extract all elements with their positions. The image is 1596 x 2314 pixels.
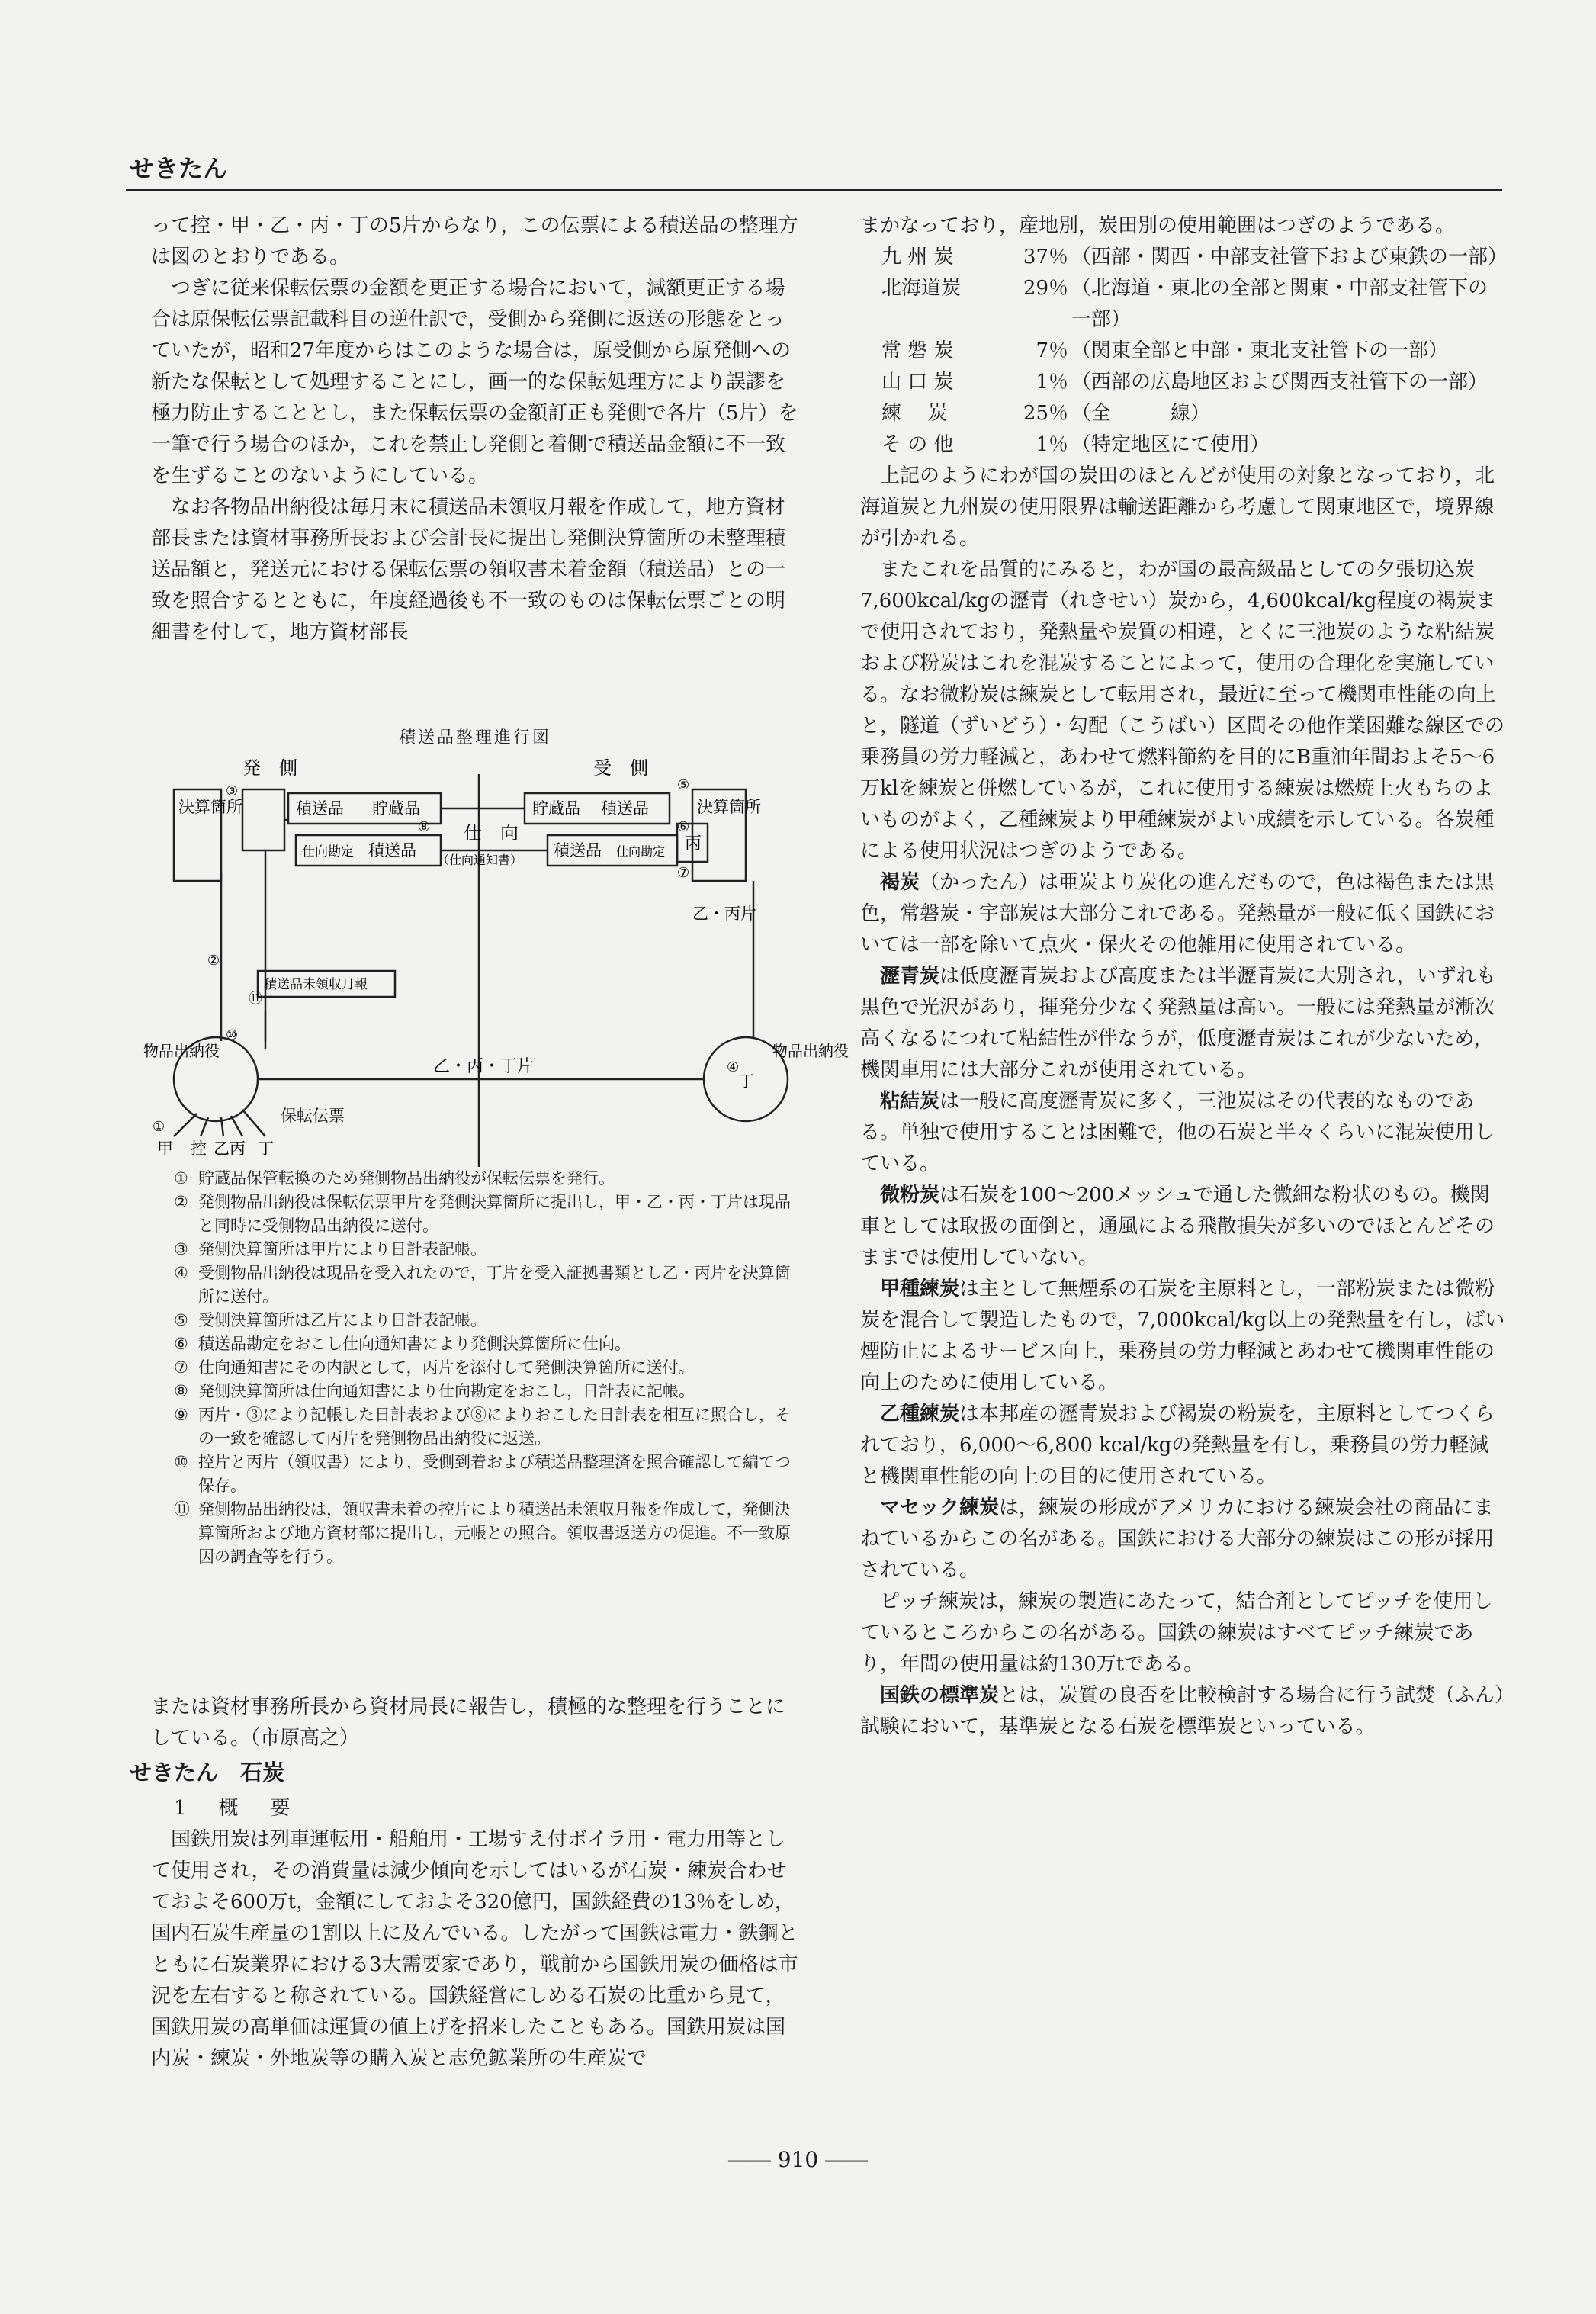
term-bifun: 微粉炭 — [880, 1184, 940, 1207]
right-column — [860, 211, 1507, 1743]
note-item: ⑩ 控片と丙片（領収書）により，受側到着および積送品整理済を照合確認して編てつ保存。 — [174, 1453, 791, 1495]
hatsu-label: 発 側 — [242, 757, 297, 779]
tei-label: 丁 — [258, 1139, 274, 1158]
running-header: せきたん — [130, 154, 228, 183]
section-paragraph-1: 国鉄用炭は列車運転用・船舶用・工場すえ付ボイラ用・電力用等として使用され，その消費量は減少傾向を示してはいるが石炭・練炭合わせておよそ600万t，金額にしておよそ320億円，国鉄経費の13％をしめ，国内石炭生産量の1割以上に及んでいる。したがって国鉄は電力・鉄鋼とともに石炭業界における3大需要家であり，戦前から国鉄用炭の価格は市況を左右すると称されている。国鉄経営にしめる石炭の比重から見て，国鉄用炭の高単価は運賃の値上げを招来したこともある。国鉄用炭は国内炭・練炭・外地炭等の購入炭と志免鉱業所の生産炭で — [151, 1828, 798, 2070]
kou-label: 甲 — [157, 1139, 173, 1158]
header-rule — [126, 189, 1502, 191]
note-item: ② 発側物品出納役は保転伝票甲片を発側決算箇所に提出し，甲・乙・丙・丁片は現品と同時に受側物品出納役に送付。 — [174, 1193, 791, 1235]
table-row: 練 炭 25％ （全 線） — [881, 402, 1211, 425]
right-paragraph-0: まかなっており，産地別，炭田別の使用範囲はつぎのようである。 — [860, 214, 1456, 237]
num-5: ⑤ — [677, 777, 690, 793]
kattan-paragraph: 褐炭（かったん）は亜炭より炭化の進んだもので，色は褐色または黒色，常磐炭・宇部炭は大部分これである。発熱量が一般に低く国鉄においては一部を除いて点火・保火その他雑用に使用されている。 — [860, 871, 1495, 956]
masekku-paragraph: マセック練炭は，練炭の形成がアメリカにおける練炭会社の商品にまねているからこの名がある。国鉄における大部分の練炭はこの形が採用されている。 — [860, 1496, 1495, 1582]
page-number: ―― 910 ―― — [727, 2147, 869, 2172]
note-item: ⑥ 積送品勘定をおこし仕向通知書により発側決算箇所に仕向。 — [174, 1335, 631, 1353]
flow-diagram — [143, 751, 849, 1163]
left-column-bottom — [151, 1692, 799, 1754]
section-subtitle: 1 概 要 — [174, 1797, 297, 1820]
note-item: ⑤ 受側決算箇所は乙片により日計表記帳。 — [174, 1311, 487, 1329]
otsu-hei-tei-label: 乙・丙・丁片 — [433, 1057, 535, 1076]
pitch-paragraph: ピッチ練炭は，練炭の製造にあたって，結合剤としてピッチを使用しているところからこの名がある。国鉄の練炭はすべてピッチ練炭であり，年間の使用量は約130万tである。 — [860, 1590, 1493, 1676]
butsupin-label-left: 物品出納役 — [143, 1042, 220, 1060]
table-row: そ の 他 1％ （特定地区にて使用） — [881, 433, 1270, 456]
section-body — [151, 1824, 799, 2075]
right-paragraph-1: 上記のようにわが国の炭田のほとんどが使用の対象となっており，北海道炭と九州炭の使用限界は輸送距離から考慮して関東地区で，境界線が引かれる。 — [860, 464, 1495, 550]
bifun-paragraph: 微粉炭は石炭を100～200メッシュで通した微細な粉状のもの。機関車としては取扱の面倒と，通風による飛散損失が多いのでほとんどそのままでは使用していない。 — [860, 1184, 1495, 1269]
uke-label: 受 側 — [593, 757, 648, 779]
table-row: 山 口 炭 1％ （西部の広島地区および関西支社管下の一部） — [881, 371, 1488, 394]
geppo-label: 積送品未領収月報 — [264, 977, 368, 992]
note-item: ⑪ 発側物品出納役は，領収書未着の控片により積送品未領収月報を作成して，発側決算箇所および地方資材部に提出し，元帳との照合。領収書返送方の促進。不一致原因の調査等を行う。 — [174, 1500, 791, 1566]
left-paragraph-4: または資材事務所長から資材局長に報告し，積極的な整理を行うことにしている。（市原高之） — [151, 1695, 786, 1750]
shikomukanjo-label-right: 仕向勘定 — [616, 844, 666, 859]
table-row: 九 州 炭 37％ （西部・関西・中部支社管下および東鉄の一部） — [881, 246, 1508, 268]
left-paragraph-3: なお各物品出納役は毎月末に積送品未領収月報を作成して，地方資材部長または資材事務所長および会計長に提出し発側決算箇所の未整理積送品額と，発送元における保転伝票の領収書未着金額（積送品）との一致を照合するとともに，年度経過後も不一致のものは保転伝票ごとの明細書を付して，地方資材部長 — [151, 496, 786, 644]
num-1: ① — [153, 1119, 165, 1135]
tei-label-right: 丁 — [738, 1072, 754, 1091]
term-kattan: 褐炭 — [880, 871, 920, 894]
coal-usage-table — [860, 242, 1507, 461]
diagram-notes — [174, 1167, 799, 1569]
note-item: ⑨ 丙片・③により記帳した日計表および⑧によりおこした日計表を相互に照合し，その一致を確認して丙片を発側物品出納役に返送。 — [174, 1406, 791, 1448]
otsu-hei-hen-label: 乙・丙片 — [692, 905, 756, 923]
term-masekku: マセック練炭 — [880, 1496, 1000, 1519]
num-2: ② — [207, 953, 220, 969]
hyojun-paragraph: 国鉄の標準炭とは，炭質の良否を比較検討する場合に行う試焚（ふん）試験において，基準炭となる石炭を標準炭といっている。 — [860, 1684, 1505, 1738]
hei-label: 丙 — [685, 834, 702, 853]
hikae-label: 控 — [191, 1139, 207, 1158]
table-row: 常 磐 炭 7％ （関東全部と中部・東北支社管下の一部） — [881, 339, 1449, 362]
chozouhin-label-right: 貯蔵品 — [532, 799, 580, 818]
note-item: ⑦ 仕向通知書にその内訳として，丙片を添付して発側決算箇所に送付。 — [174, 1358, 695, 1377]
sekisouhin-label: 積送品 — [296, 799, 344, 818]
table-row: 北海道炭 29％ （北海道・東北の全部と関東・中部支社管下の一部） — [881, 277, 1488, 331]
term-rekisei: 瀝青炭 — [880, 965, 940, 988]
num-3: ③ — [226, 783, 239, 799]
sekisouhin-label-right-2: 積送品 — [554, 841, 602, 860]
otsushu-paragraph: 乙種練炭は本邦産の瀝青炭および褐炭の粉炭を，主原料としてつくられており，6,000～6,800 kcal/kgの発熱量を有し，乗務員の労力軽減と機関車性能の向上の目的に使用されている。 — [860, 1403, 1495, 1488]
diagram-title: 積送品整理進行図 — [398, 728, 551, 747]
butsupin-label-right: 物品出納役 — [772, 1042, 849, 1060]
note-item: ④ 受側物品出納役は現品を受入れたので，丁片を受入証拠書類とし乙・丙片を決算箇所に送付。 — [174, 1264, 791, 1306]
chozouhin-label: 貯蔵品 — [372, 799, 420, 818]
term-hyojun: 国鉄の標準炭 — [880, 1684, 1000, 1707]
right-paragraph-2: またこれを品質的にみると，わが国の最高級品としての夕張切込炭7,600kcal/kgの瀝青（れきせい）炭から，4,600kcal/kg程度の褐炭まで使用されており，発熱量や炭質の相違，とくに三池炭のような粘結炭および粉炭はこれを混炭することによって，使用の合理化を実施している。なお微粉炭は練炭として転用され，最近に至って機関車性能の向上と，隧道（ずいどう）・勾配（こうばい）区間その他作業困難な線区での乗務員の労力軽減と，あわせて燃料節約を目的にB重油年間およそ5～6万klを練炭と併燃しているが，これに使用する練炭は燃焼上火もちのよいものがよく，乙種練炭より甲種練炭がよい成績を示している。各炭種による使用状況はつぎのようである。 — [860, 558, 1505, 863]
num-10: ⑩ — [226, 1027, 239, 1043]
left-paragraph-2: つぎに従来保転伝票の金額を更正する場合において，減額更正する場合は原保転伝票記載科目の逆仕訳で，受側から発側に返送の形態をとっていたが，昭和27年度からはこのような場合は，原受側から原発側への新たな保転として処理することにし，画一的な保転処理方により誤謬を極力防止することとし，また保転伝票の金額訂正も発側で各片（5片）を一筆で行う場合のほか，これを禁止し発側と着側で積送品金額に不一致を生ずることのないようにしている。 — [151, 277, 798, 487]
shikomu-label: 仕 向 — [464, 822, 519, 844]
sekisouhin-label-right: 積送品 — [601, 799, 649, 818]
kessan-label-left: 決算箇所 — [178, 798, 242, 816]
term-koushu: 甲種練炭 — [880, 1278, 960, 1300]
tsuchisho-label: （仕向通知書） — [437, 853, 523, 867]
nenketsu-paragraph: 粘結炭は一般に高度瀝青炭に多く，三池炭はその代表的なものである。単独で使用することは困難で，他の石炭と半々くらいに混炭使用している。 — [860, 1090, 1495, 1175]
note-item: ① 貯蔵品保管転換のため発側物品出納役が保転伝票を発行。 — [174, 1169, 615, 1188]
num-6: ⑥ — [677, 819, 690, 835]
koushu-paragraph: 甲種練炭は主として無煙系の石炭を主原料とし，一部粉炭または微粉炭を混合して製造したもので，7,000kcal/kg以上の発熱量を有し，ばい煙防止によるサービス向上，乗務員の労力軽減とあわせて機関車性能の向上のために使用している。 — [860, 1278, 1505, 1394]
num-11: ⑪ — [249, 991, 262, 1007]
term-otsushu: 乙種練炭 — [880, 1403, 960, 1425]
num-8: ⑧ — [418, 819, 431, 835]
left-paragraph-1: って控・甲・乙・丙・丁の5片からなり，この伝票による積送品の整理方は図のとおりである。 — [151, 214, 798, 268]
num-4: ④ — [727, 1059, 740, 1075]
note-item: ③ 発側決算箇所は甲片により日計表記帳。 — [174, 1240, 487, 1258]
shikomukanjo-label: 仕向勘定 — [302, 844, 354, 860]
rekisei-paragraph: 瀝青炭は低度瀝青炭および高度または半瀝青炭に大別され，いずれも黒色で光沢があり，揮発分少なく発熱量は高い。一般には発熱量が漸次高くなるにつれて粘結性が伴なうが，低度瀝青炭はこれが少ないため，機関車用には大部分これが使用されている。 — [860, 965, 1496, 1081]
num-7: ⑦ — [677, 865, 690, 881]
section-title: せきたん 石炭 — [130, 1760, 285, 1785]
sekisouhin-label-2: 積送品 — [368, 841, 416, 860]
note-item: ⑧ 発側決算箇所は仕向通知書により仕向勘定をおこし，日計表に記帳。 — [174, 1382, 695, 1400]
otsu-hei-label: 乙丙 — [214, 1139, 246, 1158]
hotenden-label: 保転伝票 — [281, 1107, 345, 1125]
left-column-top — [151, 211, 799, 648]
kessan-label-right: 決算箇所 — [697, 798, 761, 816]
term-nenketsu: 粘結炭 — [880, 1090, 940, 1113]
